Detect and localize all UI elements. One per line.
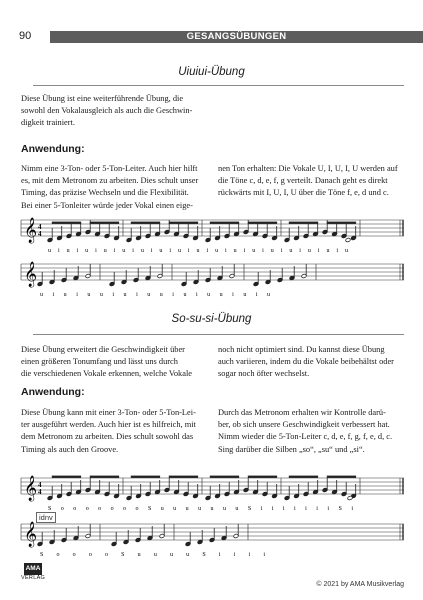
copyright: © 2021 by AMA Musikverlag [316,581,404,588]
body-line: die verschiedenen Vokale erkennen, welche Vokale [21,369,193,379]
section1-col1 [21,163,211,212]
body-line: Sing darüber die Silben „so“, „su“ und „si“. [218,444,365,454]
body-line: Timing, das präzise Wechseln und die Flexibilität. [21,188,189,198]
section1-title: Uiuiui-Übung [178,66,245,78]
body-line: Bei einer 5-Tonleiter würde jeder Vokal einen eige- [21,200,193,210]
section2-col2 [218,344,408,381]
body-line: rückwärts mit I, U, I, U über die Töne f, e, d und c. [218,188,389,198]
music-staff-2 [0,256,423,301]
body-line: Durch das Metronom erhalten wir Kontrolle darü- [218,408,386,417]
svg-text:4: 4 [38,223,42,231]
body-line: Diese Übung erweitert die Geschwindigkeit über [21,345,185,354]
staff3-lyrics: S o o o o o o o S u u u u u u u S i i i i i i i S i [48,506,354,512]
music-staff-1 [0,212,423,257]
section1-col2 [218,163,408,200]
section2-rule [33,334,404,335]
body-line: Diese Übung kann mit einer 3-Ton- oder 5-Ton-Lei- [21,408,196,417]
header-bar [50,31,423,43]
section1-rule [33,85,404,86]
section2-title: So-su-si-Übung [171,313,252,325]
body-line: ber, ob sich unsere Geschwindigkeit verbessert hat. [218,420,390,430]
ama-logo [21,563,45,587]
logo-mark: AMA [24,563,42,575]
section2-app-col2 [218,407,408,456]
svg-text:4: 4 [38,481,42,489]
body-line: einen größeren Tonumfang und lässt uns durch [21,357,178,367]
body-line: Nimm wieder die 5-Ton-Leiter c, d, e, f, g, f, e, d, c. [218,432,393,442]
logo-sub: VERLAG [21,575,46,581]
note-head [347,496,353,501]
body-line: Timing als auch den Groove. [21,444,119,454]
header-title: GESANGSÜBUNGEN [186,31,287,42]
section2-app-col1 [21,407,211,456]
treble-clef-icon: 𝄞 [24,522,38,547]
music-staff-3 [0,470,423,515]
staff2-lyrics: u i u i u u i u i u u i u i u u i u i u [40,292,270,298]
body-line: ter ausgeführt werden. Auch hier ist es hilfreich, mit [21,420,196,430]
intro-line: Diese Übung ist eine weiterführende Übung, die [21,94,184,103]
svg-text:4: 4 [38,230,42,238]
note-head [345,238,351,243]
body-line: auch variieren, indem du die Vokale beibehältst oder [218,357,394,367]
music-staff-4 [0,516,423,561]
treble-clef-icon: 𝄞 [24,262,38,287]
body-line: nen Ton erhalten: Die Vokale U, I, U, I, U werden auf [218,164,398,173]
svg-text:4: 4 [38,488,42,496]
body-line: dem Metronom zu arbeiten. Dies schult sowohl das [21,432,194,442]
section1-heading: Anwendung: [21,143,85,155]
intro-line: sowohl den Vokalausgleich als auch die Geschwin- [21,106,193,116]
treble-clef-icon: 𝄞 [24,476,38,501]
body-line: die Töne c, d, e, f, g verteilt. Danach geht es direkt [218,176,388,186]
body-line: es, mit dem Metronom zu arbeiten. Dies schult unser [21,176,199,186]
idnv-stamp: idnv [36,512,56,523]
section2-heading: Anwendung: [21,386,85,398]
section1-intro [21,93,211,130]
intro-line: digkeit trainiert. [21,118,75,128]
section2-col1 [21,344,211,381]
staff4-lyrics: S o o o o S u u u u S i i i i [40,552,265,558]
body-line: noch nicht optimiert sind. Du kannst diese Übung [218,345,385,354]
staff1-lyrics: u i u i u i u i u i u i u i u i u i u i u i u i u i u i u i u i u [48,248,348,254]
treble-clef-icon: 𝄞 [24,218,38,243]
body-line: Nimm eine 3-Ton- oder 5-Ton-Leiter. Auch hier hilft [21,164,198,173]
page-number: 90 [19,30,32,42]
body-line: sogar noch öfter wechselst. [218,369,310,379]
